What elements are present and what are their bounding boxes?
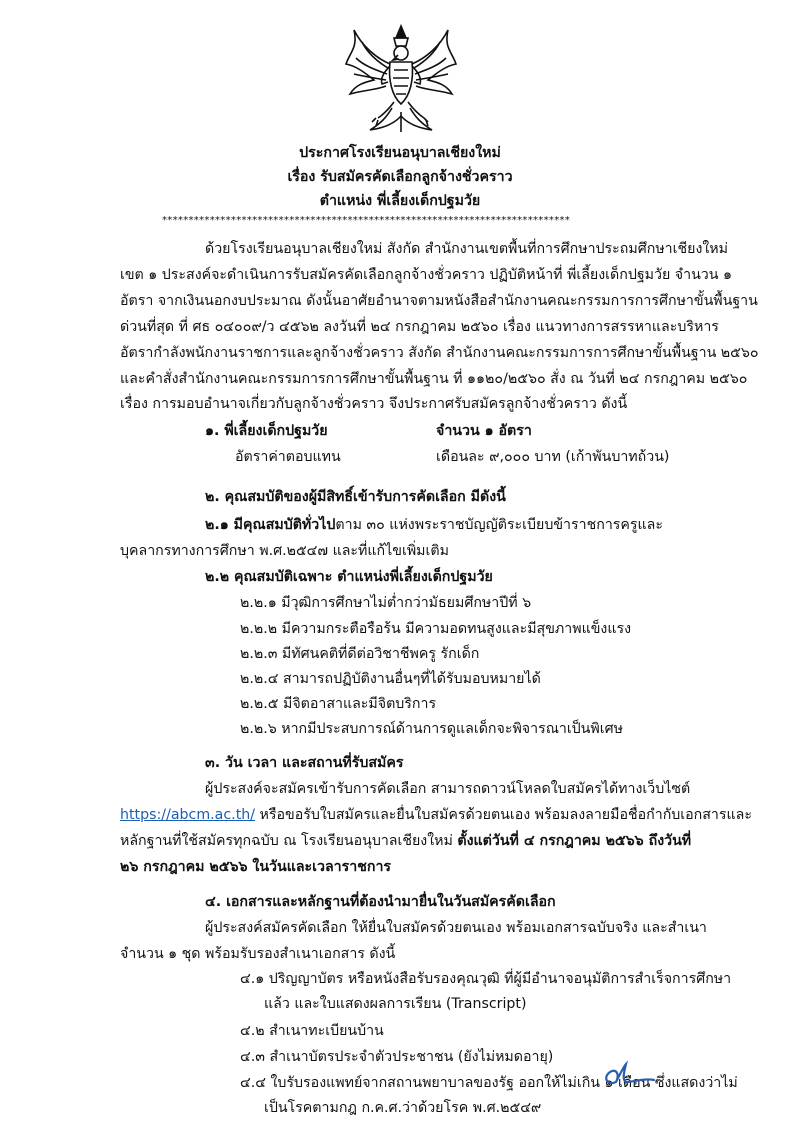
intro-line: และคำสั่งสำนักงานคณะกรรมการการศึกษาขั้นพื้นฐาน ที่ ๑๑๒๐/๒๕๖๐ สั่ง ณ วันที่ ๒๔ กรกฎาคม ๒๕๖๐ <box>120 371 748 387</box>
section3-heading: ๓. วัน เวลา และสถานที่รับสมัคร <box>205 755 404 771</box>
intro-line: เรื่อง การมอบอำนาจเกี่ยวกับลูกจ้างชั่วคราว จึงประกาศรับสมัครลูกจ้างชั่วคราว ดังนี้ <box>120 396 628 412</box>
divider: ***************************************************************************** <box>162 215 571 226</box>
document-item: ๔.๒ สำเนาทะเบียนบ้าน <box>240 1023 384 1039</box>
document-item: เป็นโรคตามกฎ ก.ค.ศ.ว่าด้วยโรค พ.ศ.๒๕๔๙ <box>264 1100 542 1116</box>
section3-line <box>120 830 691 852</box>
general-qualification-bold: ๒.๑ มีคุณสมบัติทั่วไป <box>205 517 336 533</box>
document-subject: เรื่อง รับสมัครคัดเลือกลูกจ้างชั่วคราว <box>287 169 513 185</box>
intro-line: เขต ๑ ประสงค์จะดำเนินการรับสมัครคัดเลือกลูกจ้างชั่วคราว ปฏิบัติหน้าที่ พี่เลี้ยงเด็กปฐมวัย จำนวน ๑ <box>120 267 732 283</box>
application-period-start: ตั้งแต่วันที่ ๔ กรกฎาคม ๒๕๖๖ ถึงวันที่ <box>457 833 692 849</box>
section2-heading: ๒. คุณสมบัติของผู้มีสิทธิ์เข้ารับการคัดเลือก มีดังนี้ <box>205 489 506 505</box>
section3-line2-text: หรือขอรับใบสมัครและยื่นใบสมัครด้วยตนเอง พร้อมลงลายมือชื่อกำกับเอกสารและ <box>255 807 752 823</box>
qualification-item: ๒.๒.๖ หากมีประสบการณ์ด้านการดูแลเด็กจะพิจารณาเป็นพิเศษ <box>240 721 623 737</box>
section4-heading: ๔. เอกสารและหลักฐานที่ต้องนำมายื่นในวันสมัครคัดเลือก <box>205 894 556 910</box>
intro-line: อัตรากำลังพนักงานราชการและลูกจ้างชั่วคราว สังกัด สำนักงานคณะกรรมการการศึกษาขั้นพื้นฐาน ๒๕๖๐ <box>120 345 759 361</box>
initial-signature-icon <box>598 1060 660 1090</box>
section4-line: ผู้ประสงค์สมัครคัดเลือก ให้ยื่นใบสมัครด้วยตนเอง พร้อมเอกสารฉบับจริง และสำเนา <box>205 920 707 936</box>
qualification-item: ๒.๒.๓ มีทัศนคติที่ดีต่อวิชาชีพครู รักเด็ก <box>240 646 480 662</box>
section4-line: จำนวน ๑ ชุด พร้อมรับรองสำเนาเอกสาร ดังนี้ <box>120 946 396 962</box>
application-period-end: ๒๖ กรกฎาคม ๒๕๖๖ ในวันและเวลาราชการ <box>120 859 392 875</box>
document-item: แล้ว และใบแสดงผลการเรียน (Transcript) <box>264 996 527 1012</box>
garuda-emblem-icon <box>340 22 462 134</box>
application-url-link[interactable]: https://abcm.ac.th/ <box>120 807 256 823</box>
section3-line <box>120 804 752 826</box>
document-position: ตำแหน่ง พี่เลี้ยงเด็กปฐมวัย <box>319 193 481 209</box>
section1-heading: ๑. พี่เลี้ยงเด็กปฐมวัย <box>205 423 328 439</box>
intro-line: อัตรา จากเงินนอกงบประมาณ ดังนั้นอาศัยอำนาจตามหนังสือสำนักงานคณะกรรมการการศึกษาขั้นพื้นฐาน <box>120 293 758 309</box>
qualification-item: ๒.๒.๕ มีจิตอาสาและมีจิตบริการ <box>240 696 437 712</box>
qualification-item: ๒.๒.๑ มีวุฒิการศึกษาไม่ต่ำกว่ามัธยมศึกษาปีที่ ๖ <box>240 595 532 611</box>
qualification-item: ๒.๒.๒ มีความกระตือรือร้น มีความอดทนสูงและมีสุขภาพแข็งแรง <box>240 621 632 637</box>
general-qualification-rest: ตาม ๓๐ แห่งพระราชบัญญัติระเบียบข้าราชการครูและ <box>335 517 663 533</box>
document-item: ๔.๑ ปริญญาบัตร หรือหนังสือรับรองคุณวุฒิ ที่ผู้มีอำนาจอนุมัติการสำเร็จการศึกษา <box>240 971 732 987</box>
wage-label: อัตราค่าตอบแทน <box>235 449 341 465</box>
section3-line3-text: หลักฐานที่ใช้สมัครทุกฉบับ ณ โรงเรียนอนุบาลเชียงใหม่ <box>120 833 458 849</box>
document-item: ๔.๓ สำเนาบัตรประจำตัวประชาชน (ยังไม่หมดอายุ) <box>240 1049 554 1065</box>
section1-count: จำนวน ๑ อัตรา <box>436 423 532 439</box>
section3-line: ผู้ประสงค์จะสมัครเข้ารับการคัดเลือก สามารถดาวน์โหลดใบสมัครได้ทางเว็บไซต์ <box>205 781 691 797</box>
document-item: ๔.๔ ใบรับรองแพทย์จากสถานพยาบาลของรัฐ ออกให้ไม่เกิน ๑ เดือน ซึ่งแสดงว่าไม่ <box>240 1075 738 1091</box>
specific-qualification-heading: ๒.๒ คุณสมบัติเฉพาะ ตำแหน่งพี่เลี้ยงเด็กปฐมวัย <box>205 569 493 585</box>
qualification-item: ๒.๒.๔ สามารถปฏิบัติงานอื่นๆที่ได้รับมอบหมายได้ <box>240 671 541 687</box>
general-qualification <box>205 514 663 536</box>
intro-line: ด่วนที่สุด ที่ ศธ ๐๔๐๐๙/ว ๔๕๖๒ ลงวันที่ ๒๔ กรกฎาคม ๒๕๖๐ เรื่อง แนวทางการสรรหาและบริหาร <box>120 319 719 335</box>
document-title: ประกาศโรงเรียนอนุบาลเชียงใหม่ <box>299 145 501 161</box>
wage-value: เดือนละ ๙,๐๐๐ บาท (เก้าพันบาทถ้วน) <box>436 449 670 465</box>
general-qualification-line2: บุคลากรทางการศึกษา พ.ศ.๒๕๔๗ และที่แก้ไขเพิ่มเติม <box>120 543 449 559</box>
intro-line: ด้วยโรงเรียนอนุบาลเชียงใหม่ สังกัด สำนักงานเขตพื้นที่การศึกษาประถมศึกษาเชียงใหม่ <box>205 241 729 257</box>
